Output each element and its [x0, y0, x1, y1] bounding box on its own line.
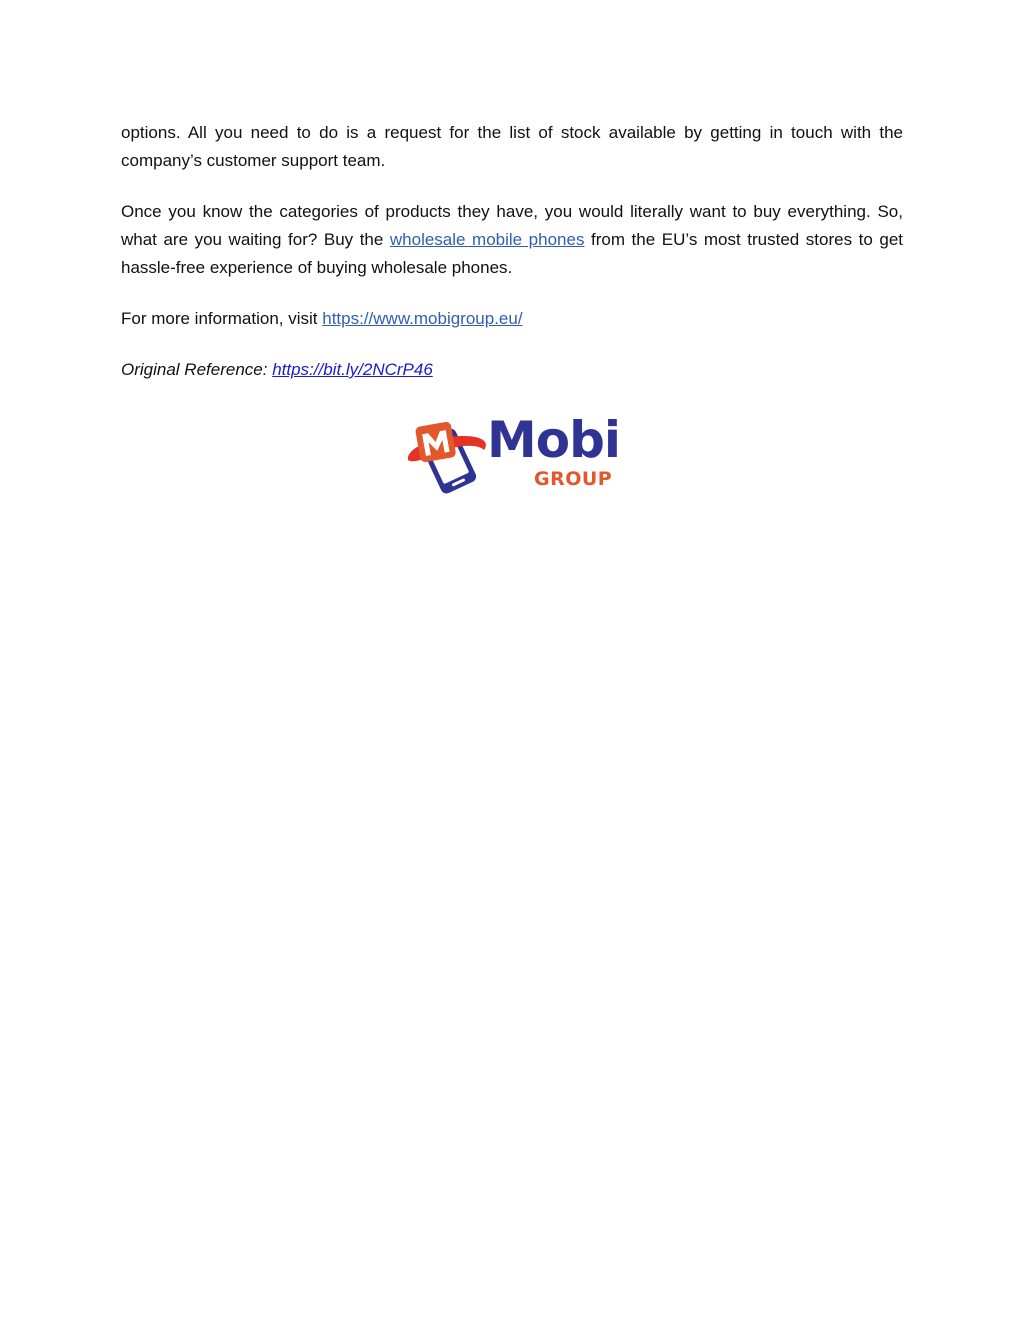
wholesale-mobile-phones-link[interactable]: wholesale mobile phones [389, 230, 585, 249]
brand-word-group: GROUP [534, 468, 613, 490]
paragraph-original-reference [121, 356, 903, 384]
original-reference-label: Original Reference: [121, 360, 273, 379]
paragraph-more-info [121, 305, 903, 333]
brand-word-mobi: Mobi [487, 411, 621, 469]
more-info-label: For more information, visit [121, 309, 323, 328]
mobi-m-phone-logo-icon [404, 414, 490, 496]
paragraph-options-text: options. All you need to do is a request for the list of stock available by getting in touch with the company’s customer support team. [121, 123, 903, 170]
paragraph-categories-text-after: from the EU’s most trusted stores to get hassle-free experience of buying wholesale phones. [121, 230, 903, 277]
mobigroup-website-link[interactable]: https://www.mobigroup.eu/ [322, 309, 523, 328]
mobi-group-logo [404, 411, 624, 496]
document-body [121, 119, 903, 407]
paragraph-categories-text-before: Once you know the categories of products they have, you would literally want to buy everything. So, what are you waiting for? Buy the [121, 202, 903, 249]
original-reference-link[interactable]: https://bit.ly/2NCrP46 [272, 360, 433, 379]
paragraph-categories [121, 198, 903, 282]
paragraph-options [121, 119, 903, 175]
